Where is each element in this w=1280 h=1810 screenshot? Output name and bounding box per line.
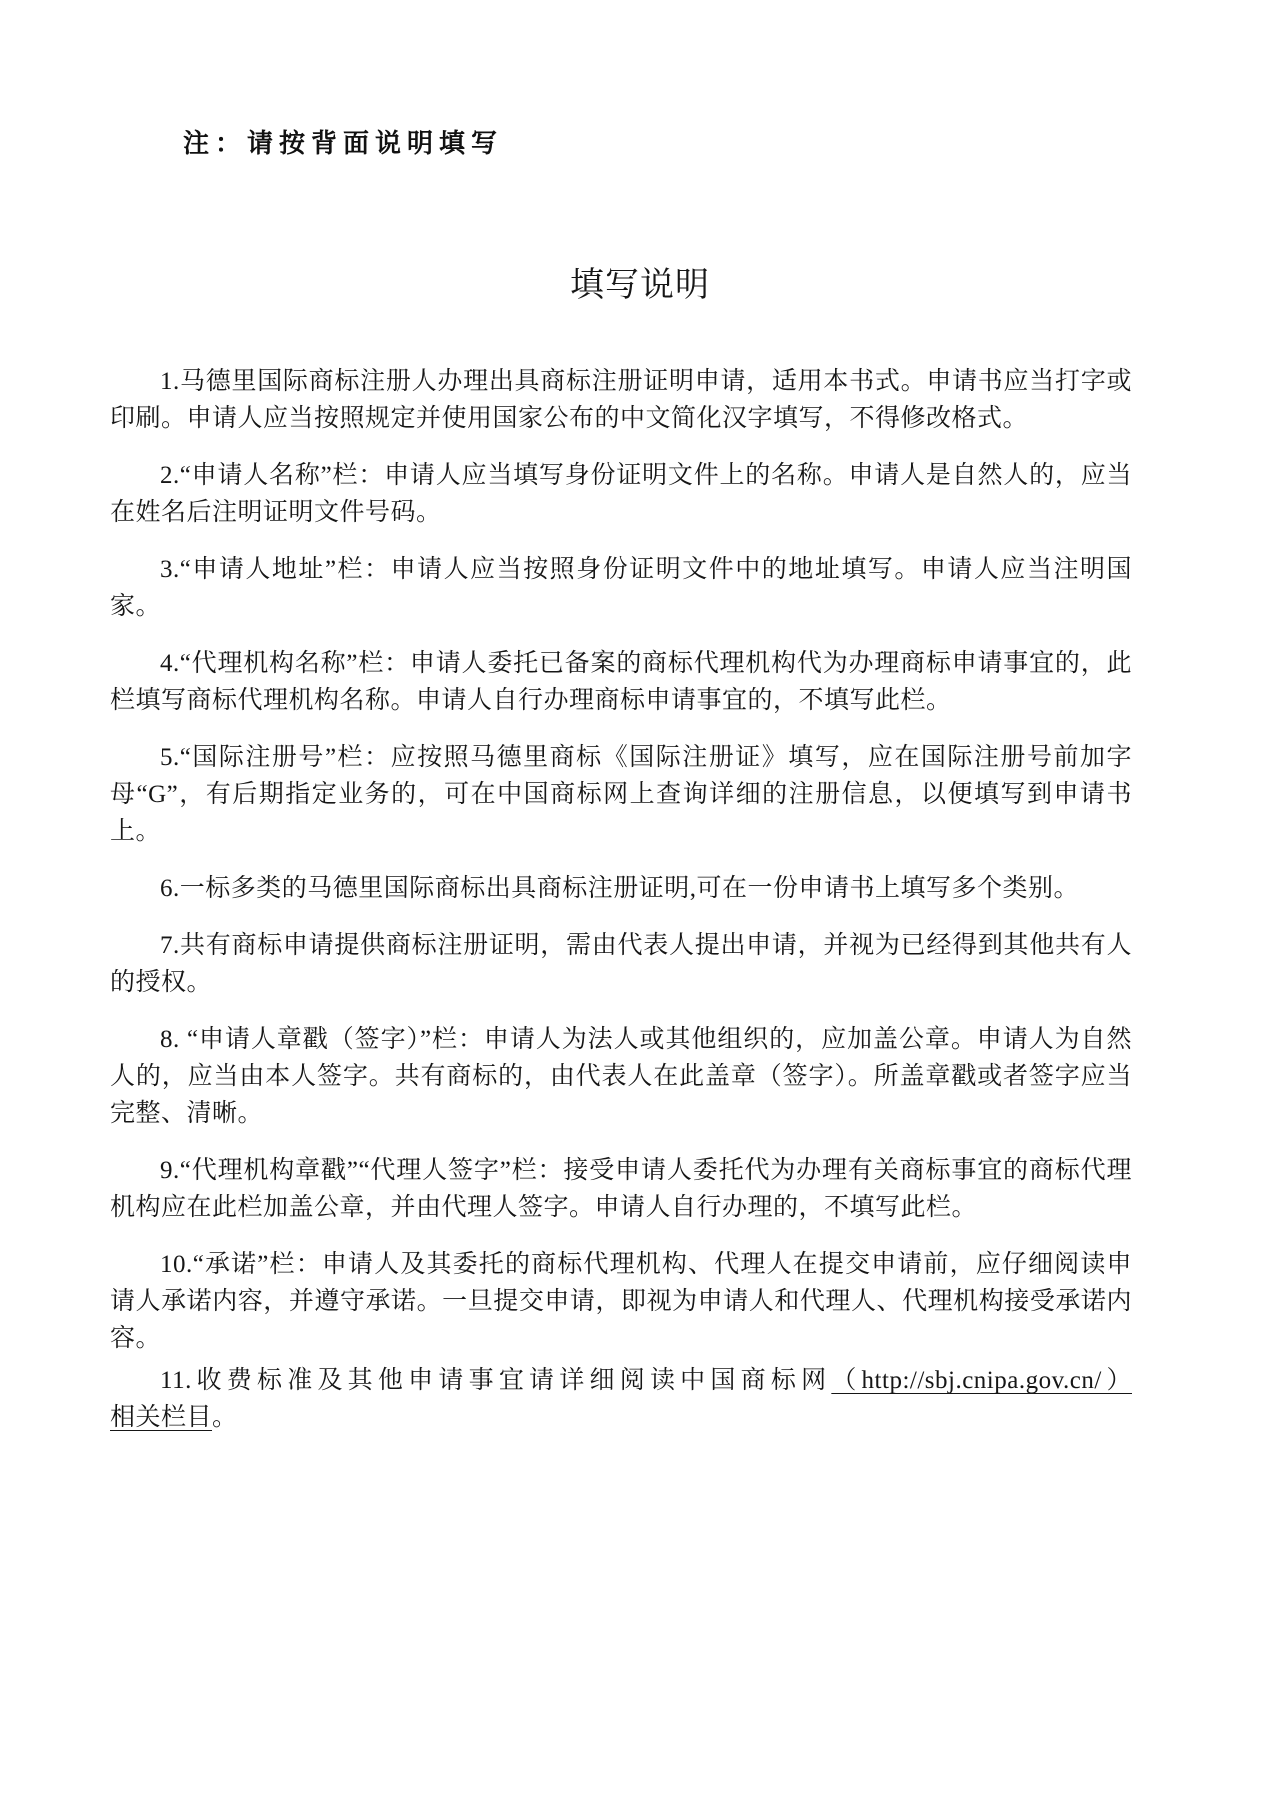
instruction-paragraph-7: 7.共有商标申请提供商标注册证明，需由代表人提出申请，并视为已经得到其他共有人的授权。 (110, 932, 1132, 996)
instruction-paragraph-3: 3.“申请人地址”栏：申请人应当按照身份证明文件中的地址填写。申请人应当注明国家。 (110, 556, 1132, 620)
cnipa-website-link-label[interactable]: 相关栏目 (110, 1404, 213, 1431)
instruction-paragraph-9: 9.“代理机构章戳”“代理人签字”栏：接受申请人委托代为办理有关商标事宜的商标代理机构应在此栏加盖公章，并由代理人签字。申请人自行办理的，不填写此栏。 (110, 1157, 1132, 1221)
instruction-paragraph-5: 5.“国际注册号”栏：应按照马德里商标《国际注册证》填写，应在国际注册号前加字母“G”，有后期指定业务的，可在中国商标网上查询详细的注册信息，以便填写到申请书上。 (110, 744, 1132, 845)
instruction-paragraph-2: 2.“申请人名称”栏：申请人应当填写身份证明文件上的名称。申请人是自然人的，应当在姓名后注明证明文件号码。 (110, 462, 1132, 526)
instruction-paragraph-8: 8. “申请人章戳（签字）”栏：申请人为法人或其他组织的，应加盖公章。申请人为自然人的，应当由本人签字。共有商标的，由代表人在此盖章（签字）。所盖章戳或者签字应当完整、清晰。 (110, 1026, 1132, 1127)
instruction-paragraph-10: 10.“承诺”栏：申请人及其委托的商标代理机构、代理人在提交申请前，应仔细阅读申请人承诺内容，并遵守承诺。一旦提交申请，即视为申请人和代理人、代理机构接受承诺内容。 (110, 1251, 1132, 1352)
page-title: 填写说明 (570, 267, 710, 304)
note-header: 注：请按背面说明填写 (183, 128, 504, 158)
paragraph-11-text: 11.收费标准及其他申请事宜请详细阅读中国商标网 (160, 1367, 832, 1394)
instructions-body (110, 363, 1132, 1436)
instruction-paragraph-11 (110, 1362, 1132, 1436)
instruction-paragraph-4: 4.“代理机构名称”栏：申请人委托已备案的商标代理机构代为办理商标申请事宜的，此栏填写商标代理机构名称。申请人自行办理商标申请事宜的，不填写此栏。 (110, 650, 1132, 714)
instruction-paragraph-6: 6.一标多类的马德里国际商标出具商标注册证明,可在一份申请书上填写多个类别。 (160, 875, 1080, 902)
cnipa-website-url[interactable]: （http://sbj.cnipa.gov.cn/） (831, 1367, 1132, 1394)
paragraph-11-period: 。 (212, 1404, 238, 1431)
instruction-paragraph-1: 1.马德里国际商标注册人办理出具商标注册证明申请，适用本书式。申请书应当打字或印刷。申请人应当按照规定并使用国家公布的中文简化汉字填写，不得修改格式。 (110, 368, 1132, 432)
